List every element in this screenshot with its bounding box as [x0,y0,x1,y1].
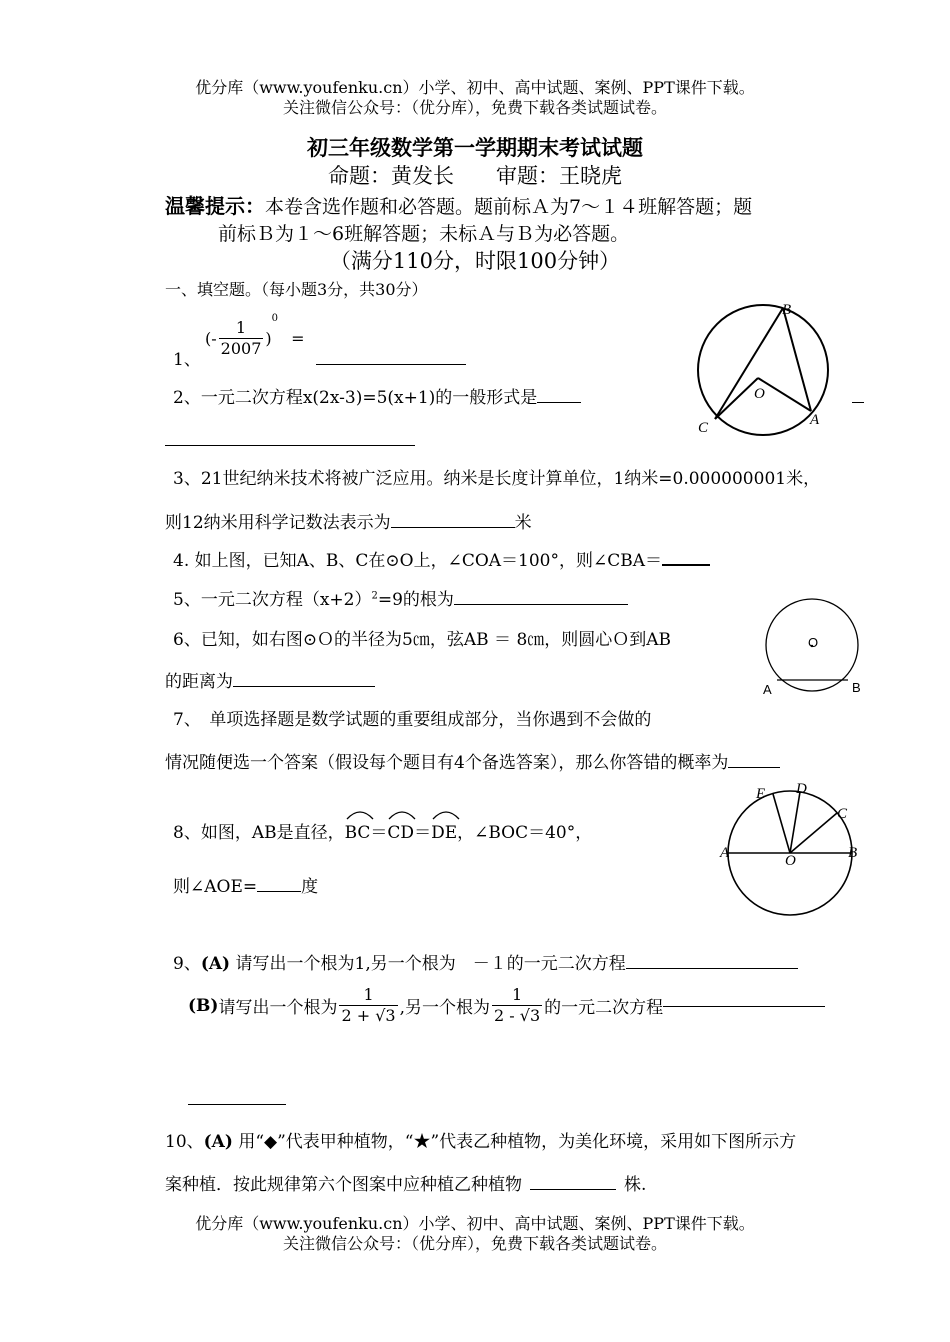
figure-2-circle [758,598,868,700]
q5-exponent: 2 [371,590,378,602]
q7-line-2 [165,748,780,773]
q10-text-b: 株. [624,1175,647,1195]
q6-text: 的距离为 [165,672,233,692]
figure-3-radius-OC [790,813,837,853]
q1-close: ) [265,329,272,348]
tip-line-2: 前标Ｂ为１～6班解答题；未标Ａ与Ｂ为必答题。 [218,223,630,245]
q8-arc-DE-label: DE [431,823,458,843]
q8-arc-BC-mark [345,807,375,821]
q9-b-frac2-den: 2 - √3 [494,1006,541,1025]
q4-line [173,546,710,571]
q3-text-b: 米 [514,513,532,533]
q6-line-2 [165,667,375,692]
q10-text-a: 案种植．按此规律第六个图案中应种植乙种植物 [165,1175,522,1195]
header-line-1: 优分库（www.youfenku.cn）小学、初中、高中试题、案例、PPT课件下载。 [195,78,755,97]
figure-3-label-C: C [837,806,848,822]
q10-text: 用“◆”代表甲种植物，“★”代表乙种植物，为美化环境，采用如下图所示方 [232,1132,797,1152]
q9-a-tag: (A) [200,954,231,974]
figure-3-label-O: O [785,853,796,869]
q9-b-blank[interactable] [663,1005,825,1007]
q4-text: 4. 如上图，已知A、B、C在⊙O上，∠COA＝100°，则∠CBA＝ [173,551,663,571]
q9-b-text-1: 请写出一个根为 [218,998,338,1018]
q6-line-1: 6、已知，如右图⊙Ｏ的半径为5㎝，弦AB ＝ 8㎝，则圆心Ｏ到AB [173,630,672,650]
q9-b-fraction-1 [339,985,397,1026]
figure-3-radius-OE [773,794,790,853]
figure-2-label-A: A [763,682,772,697]
q9-b-text-3: 的一元二次方程 [544,998,664,1018]
figure-3-semicircles [718,778,868,928]
q5-text-a: 5、一元二次方程（x+2） [173,590,372,610]
q1-equals: = [291,329,305,348]
q8-line-2 [173,872,318,897]
q8-eq-1: ＝ [370,823,388,843]
q10-prefix: 10、 [165,1132,204,1152]
q9-b-frac1-den: 2 + √3 [341,1006,396,1025]
figure-2-label-B: B [852,680,861,695]
q9-b-text-2: ,另一个根为 [399,998,491,1018]
q8-arc-CD-label: CD [387,823,415,843]
q9-a-blank[interactable] [626,967,798,969]
figure-3-label-D: D [796,781,807,797]
authors-line: 命题：黄发长 审题：王晓虎 [328,164,622,188]
q8-blank[interactable] [257,890,301,892]
q3-text-a: 则12纳米用科学记数法表示为 [165,513,391,533]
footer-line-2: 关注微信公众号：（优分库），免费下载各类试题试卷。 [282,1234,667,1253]
q8-arc-BC-label: BC [344,823,371,843]
q9-a-text: 请写出一个根为1,另一个根为 －１的一元二次方程 [230,954,626,974]
q4-blank[interactable] [662,563,710,566]
q8-post: ，∠BOC＝40°， [457,823,593,843]
q1-frac-num: 1 [235,318,247,337]
tip-label: 温馨提示： [165,194,265,218]
q1-open: (- [205,329,217,348]
q8-eq-2: ＝ [414,823,432,843]
figure-1-label-C: C [698,420,709,436]
q9-b-line [188,985,825,1026]
q9-b-frac2-num: 1 [511,985,523,1004]
q10-tag: (A) [203,1132,233,1152]
q10-blank[interactable] [530,1188,616,1190]
score-line: （满分110分，时限100分钟） [329,249,621,273]
q3-blank[interactable] [391,526,515,528]
figure-2-label-O: O [808,635,819,650]
q8-pre: 8、如图，AB是直径， [173,823,345,843]
q8-arc-CD [387,821,414,843]
q9-b-blank-continued[interactable] [188,1104,286,1105]
q8-arc-CD-mark [387,807,417,821]
figure-3-label-B: B [848,845,858,861]
q3-line-1: 3、21世纪纳米技术将被广泛应用。纳米是长度计算单位，1纳米=0.000000001米， [173,469,821,489]
q1-fraction [219,318,264,359]
figure-1-label-B: B [782,302,792,318]
tip-text-1: 本卷含选作题和必答题。题前标Ａ为7～１４班解答题；题 [265,196,753,218]
q2-label: 2、一元二次方程x(2x-3)=5(x+1)的一般形式是 [173,388,538,408]
q1-answer-blank[interactable] [316,364,466,365]
q5-blank[interactable] [454,603,628,605]
q10-line-2 [165,1170,646,1195]
q7-blank[interactable] [728,766,780,768]
q1-exponent: 0 [271,313,278,324]
page-title: 初三年级数学第一学期期末考试试题 [307,135,643,160]
figure-1-label-O: O [754,386,765,402]
q8-arc-DE-mark [431,807,461,821]
q2-blank-a[interactable] [537,401,581,403]
q8-line-1 [173,818,592,843]
q1-frac-den: 2007 [220,339,262,358]
figure-1-circle [690,298,840,443]
figure-3-radius-OD [790,792,800,853]
q10-line-1 [165,1127,796,1152]
q5-line [173,585,628,610]
q8-arc-BC [345,821,371,843]
q9-a-line [173,949,798,974]
q9-prefix: 9、 [173,954,201,974]
q9-b-fraction-2 [492,985,542,1026]
q2-blank-c[interactable] [165,445,415,446]
q2-text [173,383,581,408]
q3-line-2 [165,508,532,533]
header-line-2: 关注微信公众号：（优分库），免费下载各类试题试卷。 [282,98,667,117]
q9-b-tag: (B) [188,995,219,1016]
q2-blank-b[interactable] [852,402,864,403]
q8-text-b: 度 [301,877,319,897]
q1-number: 1、 [173,350,201,370]
footer-line-1: 优分库（www.youfenku.cn）小学、初中、高中试题、案例、PPT课件下载。 [195,1214,755,1233]
figure-1-chord-BC [715,308,783,419]
section-heading: 一、填空题。（每小题3分，共30分） [165,280,428,299]
q9-b-frac1-num: 1 [363,985,374,1004]
figure-3-label-A: A [720,845,730,861]
q7-line-1: 7、 单项选择题是数学试题的重要组成部分，当你遇到不会做的 [173,710,652,730]
tip-line-1 [165,190,752,219]
q5-text-b: =9的根为 [377,590,454,610]
q8-arc-DE [431,821,457,843]
figure-1-label-A: A [810,412,820,428]
figure-3-label-E: E [756,786,766,802]
q6-blank[interactable] [233,685,375,687]
q1-expression [205,313,305,359]
q8-text-a: 则∠AOE= [173,877,258,897]
q7-text: 情况随便选一个答案（假设每个题目有4个备选答案），那么你答错的概率为 [165,753,729,773]
